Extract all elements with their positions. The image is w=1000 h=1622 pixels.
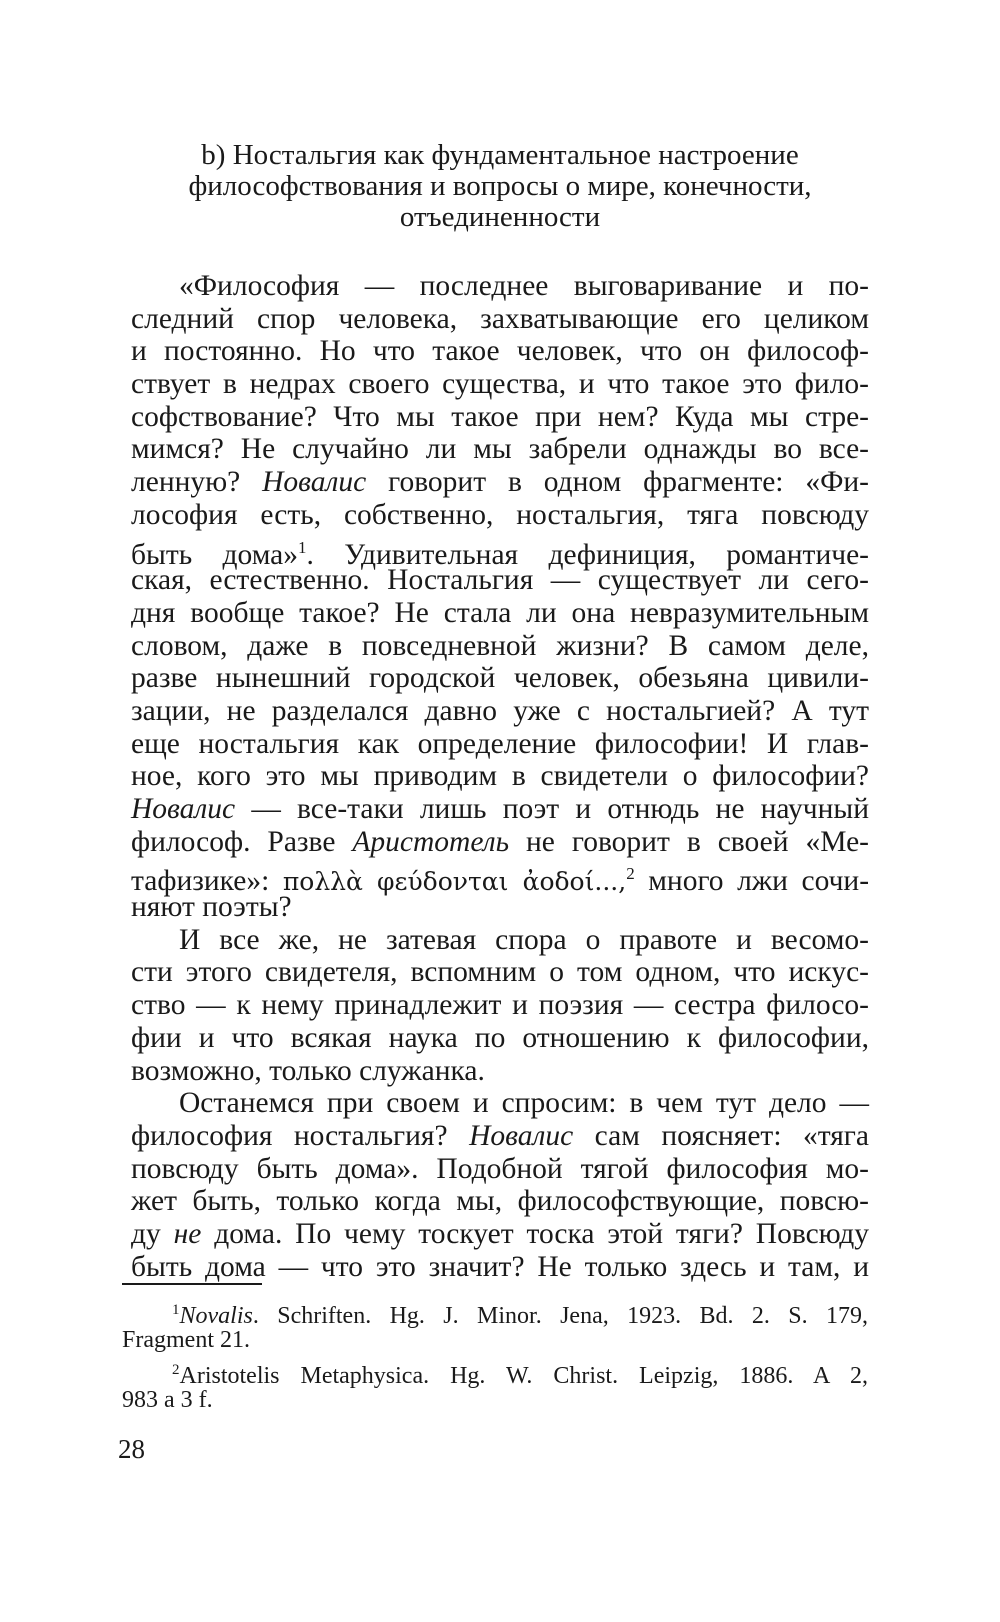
text-span: не говорит в своей «Ме- <box>525 825 870 858</box>
text-line: зации, не разделался давно уже с ностальгией? А тут <box>131 694 869 727</box>
section-heading <box>120 140 880 233</box>
text-line: ство — к нему принадлежит и поэзия — сестра филосо- <box>131 989 869 1022</box>
footnote-reference: 2 <box>626 864 635 884</box>
footnote-1-continuation: Fragment 21. <box>122 1327 250 1353</box>
text-line: ствует в недрах своего существа, и что такое это фило- <box>131 368 869 401</box>
text-line <box>131 826 869 859</box>
text-span: философия ностальгия? <box>131 1119 448 1152</box>
footnote-reference: 1 <box>298 537 307 557</box>
footnote-number: 1 <box>172 1302 180 1318</box>
footnote-2-continuation: 983 a 3 f. <box>122 1387 213 1413</box>
greek-quote: πολλὰ φεύδονται ἀοδοί..., <box>282 867 627 897</box>
footnote-text: Aristotelis Metaphysica. Hg. W. Christ. Leipzig, 1886. A 2, <box>179 1363 868 1389</box>
footnote-2 <box>122 1355 868 1389</box>
text-line: следний спор человека, захватывающие его целиком <box>131 302 869 335</box>
author-name-novalis: Новалис <box>262 466 367 499</box>
text-span: говорит в одном фрагменте: «Фи- <box>388 466 870 499</box>
author-name-aristotle: Аристотель <box>352 825 510 858</box>
text-span: ду <box>131 1217 161 1250</box>
text-line: сти этого свидетеля, вспомним о том одном, что искус- <box>131 956 869 989</box>
text-span: быть дома» <box>131 538 299 571</box>
text-line: лософия есть, собственно, ностальгия, тяга повсюду <box>131 498 869 531</box>
heading-line: философствования и вопросы о мире, конечности, <box>188 170 812 202</box>
text-line: жет быть, только когда мы, философствующие, повсю- <box>131 1185 869 1218</box>
text-line: ное, кого это мы приводим в свидетели о философии? <box>131 760 869 793</box>
text-line: мимся? Не случайно ли мы забрели однажды во все- <box>131 433 869 466</box>
text-span: . Удивительная дефиниция, романтиче- <box>306 538 869 571</box>
emphasis-ne: не <box>173 1217 202 1250</box>
text-span: философ. Разве <box>131 825 336 858</box>
text-line <box>131 858 870 898</box>
footnote-separator <box>122 1283 262 1285</box>
text-line: «Философия — последнее выговаривание и по- <box>179 270 869 302</box>
footnote-number: 2 <box>172 1362 180 1378</box>
text-line <box>131 532 869 571</box>
footnotes <box>122 1295 868 1415</box>
text-line <box>131 793 869 826</box>
footnote-1 <box>122 1295 868 1329</box>
author-name-novalis: Новалис <box>469 1119 574 1152</box>
text-span: много лжи сочи- <box>648 865 870 898</box>
text-line: словом, даже в повседневной жизни? В самом деле, <box>131 629 869 662</box>
text-line <box>131 1120 869 1153</box>
text-span: сам поясняет: «тяга <box>594 1119 869 1152</box>
text-line: фии и что всякая наука по отношению к философии, <box>131 1021 869 1054</box>
text-line: Останемся при своем и спросим: в чем тут дело — <box>179 1087 869 1120</box>
text-span: тафизике»: <box>131 865 270 898</box>
text-line: няют поэты? <box>131 891 292 924</box>
heading-line: b) Ностальгия как фундаментальное настроение <box>201 139 799 171</box>
text-line: разве нынешний городской человек, обезьяна цивили- <box>131 662 869 695</box>
text-line: И все же, не затевая спора о правоте и весомо- <box>179 923 869 956</box>
text-line: повсюду быть дома». Подобной тягой философия мо- <box>131 1152 869 1185</box>
main-text <box>131 270 869 1283</box>
text-line <box>131 466 869 499</box>
text-span: ленную? <box>131 466 241 499</box>
footnote-text: . Schriften. Hg. J. Minor. Jena, 1923. Bd. 2. S. 179, <box>252 1303 868 1329</box>
heading-line: отъединенности <box>399 201 601 233</box>
text-line <box>131 1218 869 1251</box>
author-name-novalis: Новалис <box>131 793 236 825</box>
text-span: дома. По чему тоскует тоска этой тяги? Повсюду <box>214 1217 869 1250</box>
text-line: софствование? Что мы такое при нем? Куда мы стре- <box>131 400 869 433</box>
text-line: возможно, только служанка. <box>131 1054 485 1087</box>
text-line: ская, естественно. Ностальгия — существует ли сего- <box>131 564 869 597</box>
text-line: дня вообще такое? Не стала ли она невразумительным <box>131 596 869 629</box>
text-line: еще ностальгия как определение философии! И глав- <box>131 727 869 760</box>
text-span: — все-таки лишь поэт и отнюдь не научный <box>251 793 870 825</box>
footnote-author: Novalis <box>179 1303 253 1329</box>
text-line: быть дома — что это значит? Не только здесь и там, и <box>131 1250 869 1283</box>
page-number: 28 <box>118 1434 145 1464</box>
text-line: и постоянно. Но что такое человек, что он философ- <box>131 335 869 368</box>
